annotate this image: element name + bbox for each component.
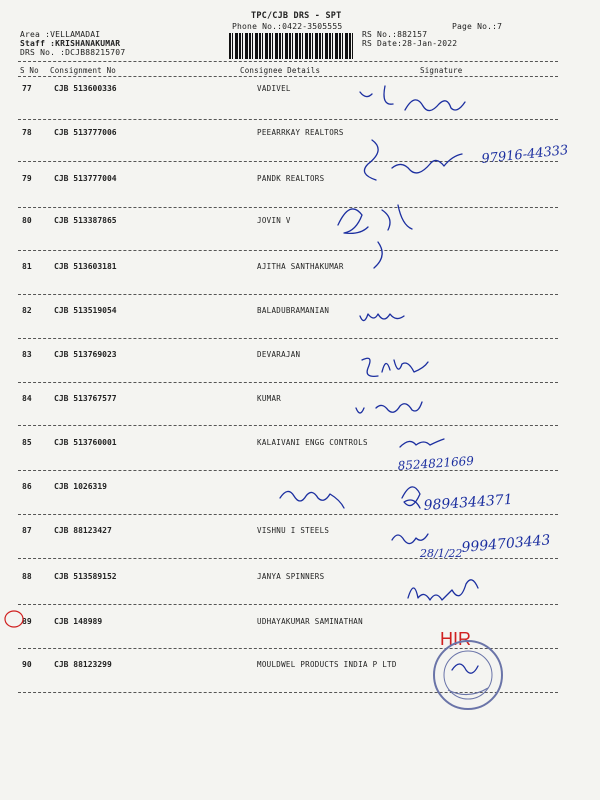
row-divider (18, 604, 558, 605)
col-sno: S No (20, 66, 39, 75)
row-consignee: DEVARAJAN (257, 350, 301, 359)
row-consignee: MOULDWEL PRODUCTS INDIA P LTD (257, 660, 397, 669)
table-row (0, 126, 600, 166)
row-sno: 89 (22, 617, 32, 626)
document-title: TPC/CJB DRS - SPT (251, 11, 342, 21)
row-divider (18, 250, 558, 251)
handwritten-phone-85: 8524821669 (397, 453, 475, 473)
row-divider (18, 692, 558, 693)
col-consignment: Consignment No (50, 66, 117, 75)
row-consignee: VISHNU I STEELS (257, 526, 330, 535)
phone-number: Phone No.:0422-3505555 (232, 22, 343, 31)
row-consignee: UDHAYAKUMAR SAMINATHAN (257, 617, 363, 626)
row-consignee: BALADUBRAMANIAN (257, 306, 330, 315)
table-row (0, 214, 600, 254)
row-divider (18, 514, 558, 515)
row-sno: 79 (22, 174, 32, 183)
col-consignee: Consignee Details (240, 66, 321, 75)
row-sno: 84 (22, 394, 32, 403)
row-consignee: VADIVEL (257, 84, 291, 93)
row-consignment: CJB 513769023 (54, 350, 117, 359)
handwritten-date-87: 28/1/22 (420, 547, 463, 560)
hir-red-mark: HIR (440, 629, 471, 649)
row-divider (18, 648, 558, 649)
row-consignment: CJB 513600336 (54, 84, 117, 93)
row-consignment: CJB 513589152 (54, 572, 117, 581)
table-row (0, 392, 600, 432)
row-divider (18, 119, 558, 120)
row-consignment: CJB 513760001 (54, 438, 117, 447)
row-sno: 86 (22, 482, 32, 491)
row-consignment: CJB 88123427 (54, 526, 112, 535)
row-consignee: JOVIN V (257, 216, 291, 225)
row-divider (18, 425, 558, 426)
row-consignee: JANYA SPINNERS (257, 572, 325, 581)
table-row (0, 172, 600, 212)
staff-label: Staff :KRISHANAKUMAR (20, 39, 121, 48)
row-sno: 78 (22, 128, 32, 137)
handwritten-phone-79: 97916-44333 (480, 142, 570, 167)
row-divider (18, 294, 558, 295)
row-consignment: CJB 513777006 (54, 128, 117, 137)
drs-number: DRS No. :DCJB88215707 (20, 48, 126, 57)
row-divider (18, 161, 558, 162)
row-consignment: CJB 513603181 (54, 262, 117, 271)
row-divider (18, 207, 558, 208)
row-sno: 87 (22, 526, 32, 535)
row-consignment: CJB 513519054 (54, 306, 117, 315)
page-number: Page No.:7 (452, 22, 503, 31)
row-consignment: CJB 513387865 (54, 216, 117, 225)
table-row (0, 82, 600, 122)
row-divider (18, 470, 558, 471)
table-row (0, 615, 600, 655)
row-consignment: CJB 148989 (54, 617, 103, 626)
col-signature: Signature (420, 66, 463, 75)
row-sno: 82 (22, 306, 32, 315)
row-divider (18, 338, 558, 339)
row-sno: 80 (22, 216, 32, 225)
row-consignment: CJB 88123299 (54, 660, 112, 669)
row-sno: 88 (22, 572, 32, 581)
area-label: Area :VELLAMADAI (20, 30, 101, 39)
row-sno: 83 (22, 350, 32, 359)
row-consignee: KALAIVANI ENGG CONTROLS (257, 438, 368, 447)
handwritten-phone-87: 9994703443 (460, 532, 552, 556)
rs-date: RS Date:28-Jan-2022 (362, 39, 458, 48)
row-sno: 77 (22, 84, 32, 93)
column-divider (18, 76, 558, 77)
row-divider (18, 558, 558, 559)
header-divider (18, 61, 558, 62)
row-divider (18, 382, 558, 383)
row-consignee: PANDK REALTORS (257, 174, 325, 183)
row-consignee: AJITHA SANTHAKUMAR (257, 262, 344, 271)
row-consignment: CJB 513777004 (54, 174, 117, 183)
row-consignee: PEEARRKAY REALTORS (257, 128, 344, 137)
row-consignment: CJB 1026319 (54, 482, 107, 491)
row-sno: 90 (22, 660, 32, 669)
row-consignment: CJB 513767577 (54, 394, 117, 403)
row-consignee: KUMAR (257, 394, 282, 403)
row-sno: 85 (22, 438, 32, 447)
row-sno: 81 (22, 262, 32, 271)
barcode (229, 33, 355, 59)
rs-number: RS No.:882157 (362, 30, 428, 39)
handwritten-phone-86: 9894344371 (423, 491, 514, 514)
